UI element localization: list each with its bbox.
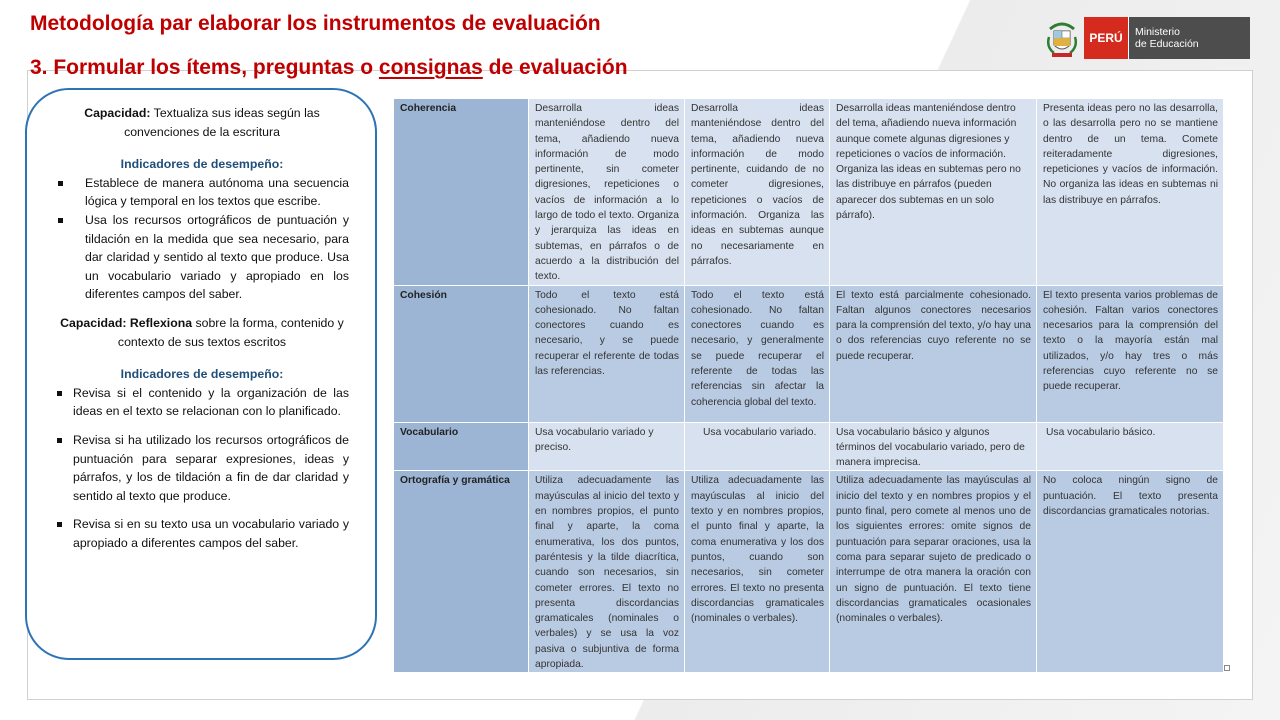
level-cell: Utiliza adecuadamente las mayúsculas al inicio del texto y en nombres propios, el punto final y aparte, la coma enumerativa, los dos puntos, paréntesis y la tilde diacrítica, cuando son necesarios, sin cometer errores. El texto no presenta discordancias gramaticales (nominales o verbales) y se usa la voz pasiva o subjuntiva de forma apropiada. — [529, 471, 685, 673]
table-row — [394, 422, 1224, 471]
level-cell: Presenta ideas pero no las desarrolla, o las desarrolla pero no se mantiene dentro de un tema. Comete reiteradamente digresiones, repeticiones y vacíos de información. No organiza las ideas en subtemas ni las distribuye en párrafos. — [1037, 99, 1224, 286]
capacity-2-indicators — [55, 384, 349, 553]
level-cell: Desarrolla ideas manteniéndose dentro del tema, añadiendo nueva información aunque comete algunas digresiones y repeticiones o vacíos de información. Organiza las ideas en subtemas pero no las distribuye en párrafos (pueden aparecer dos subtemas en un solo párrafo). — [830, 99, 1037, 286]
level-cell: El texto está parcialmente cohesionado. Faltan algunos conectores necesarios para la comprensión del texto, y/o hay una o dos referencias cuyo referente no se puede recuperar. — [830, 285, 1037, 422]
ministry-label — [1128, 17, 1250, 59]
slide-subtitle — [30, 55, 628, 81]
capacity-1 — [55, 104, 349, 141]
ministry-logo — [1046, 17, 1250, 59]
level-cell: Usa vocabulario variado. — [685, 422, 830, 471]
criterion-cell: Vocabulario — [394, 422, 529, 471]
subtitle-underlined-word: consignas — [378, 56, 483, 79]
table-row — [394, 285, 1224, 422]
level-cell: El texto presenta varios problemas de cohesión. Faltan varios conectores necesarios para la comprensión del texto o la mayoría están mal utilizados, y/o hay tres o más referencias cuyo referente no se puede recuperar. — [1037, 285, 1224, 422]
capacity-1-indicators-title: Indicadores de desempeño: — [120, 157, 284, 172]
capacity-1-indicators — [55, 174, 349, 304]
capacity-1-text: Textualiza sus ideas según las convenciones de la escritura — [124, 106, 320, 139]
level-cell: No coloca ningún signo de puntuación. El texto presenta discordancias gramaticales notorias. — [1037, 471, 1224, 673]
criterion-cell: Coherencia — [394, 99, 529, 286]
capacity-2-text: sobre la forma, contenido y contexto de sus textos escritos — [117, 315, 344, 349]
level-cell: Usa vocabulario básico. — [1037, 422, 1224, 471]
indicator-item: Revisa si en su texto usa un vocabulario variado y apropiado a diferentes campos del saber. — [55, 515, 349, 552]
criterion-cell: Ortografía y gramática — [394, 471, 529, 673]
level-cell: Todo el texto está cohesionado. No faltan conectores cuando es necesario, y generalmente se puede recuperar el referente de todas las referencias sin afectar la coherencia global del texto. — [685, 285, 830, 422]
resize-handle — [1224, 665, 1230, 671]
peru-label: PERÚ — [1084, 17, 1128, 59]
subtitle-part-1: 3. Formular los ítems, preguntas o — [30, 56, 379, 79]
level-cell: Utiliza adecuadamente las mayúsculas al inicio del texto y en nombres propios, el punto final y aparte, la coma enumerativa y los dos puntos, cuando son necesarios, sin cometer errores. El texto no presenta discordancias gramaticales (nominales o verbales). — [685, 471, 830, 673]
indicator-item: Establece de manera autónoma una secuencia lógica y temporal en los textos que escribe. — [55, 174, 349, 211]
criterion-cell: Cohesión — [394, 285, 529, 422]
level-cell: Desarrolla ideas manteniéndose dentro del tema, añadiendo nueva información de modo pertinente, sin cometer digresiones, repeticiones o vacíos de información a lo largo de todo el texto. Organiza y jerarquiza las ideas en subtemas, en párrafos o de acuerdo a la distribución del texto. — [529, 99, 685, 286]
level-cell: Usa vocabulario básico y algunos términos del vocabulario variado, pero de manera imprecisa. — [830, 422, 1037, 471]
rubric-table — [393, 98, 1224, 673]
capacity-2-indicators-title: Indicadores de desempeño: — [120, 367, 284, 382]
level-cell: Usa vocabulario variado y preciso. — [529, 422, 685, 471]
capacities-box — [25, 88, 377, 660]
slide-title: Metodología par elaborar los instrumentos de evaluación — [30, 12, 601, 35]
capacity-2 — [55, 314, 349, 351]
level-cell: Utiliza adecuadamente las mayúsculas al inicio del texto y en nombres propios y el punto final, pero comete al menos uno de los siguientes errores: omite signos de puntuación para separar oraciones, usa la coma para separar sujeto de predicado o interrumpe de otra manera la oración con un signo de puntuación. El texto tiene discordancias gramaticales ocasionales (nominales o verbales). — [830, 471, 1037, 673]
capacity-1-label: Capacidad: — [84, 106, 151, 120]
table-row — [394, 471, 1224, 673]
table-row — [394, 99, 1224, 286]
indicator-item: Revisa si el contenido y la organización de las ideas en el texto se relacionan con lo planificado. — [55, 384, 349, 421]
ministry-line-2: de Educación — [1135, 38, 1199, 50]
level-cell: Todo el texto está cohesionado. No faltan conectores cuando es necesario, y se puede recuperar el referente de todas las referencias. — [529, 285, 685, 422]
capacity-2-label: Capacidad: Reflexiona — [60, 315, 193, 330]
level-cell: Desarrolla ideas manteniéndose dentro del tema, añadiendo nueva información de modo pertinente, cuidando de no cometer digresiones, repeticiones o vacíos de información. Organiza las ideas en subtemas aunque no necesariamente en párrafos. — [685, 99, 830, 286]
ministry-line-1: Ministerio — [1135, 26, 1180, 38]
indicator-item: Usa los recursos ortográficos de puntuación y tildación en la medida que sea necesario, para dar claridad y sentido al texto que produce. Usa un vocabulario variado y apropiado en los diferentes campos del saber. — [55, 211, 349, 304]
coat-of-arms-icon — [1046, 17, 1078, 59]
indicator-item: Revisa si ha utilizado los recursos ortográficos de puntuación para separar expresiones, ideas y párrafos, y los de tildación a fin de dar claridad y sentido al texto que produce. — [55, 431, 349, 505]
subtitle-part-2: de evaluación — [482, 56, 628, 79]
